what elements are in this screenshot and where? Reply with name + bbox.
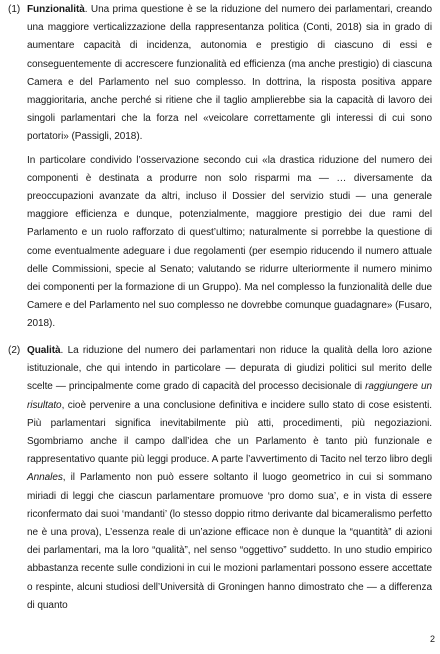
item-body (27, 342, 432, 615)
italic-phrase: raggiungere un risultato (27, 381, 432, 411)
item-number: (1) (8, 4, 21, 15)
text-run: In particolare condivido l’osservazione secondo cui «la drastica riduzione del numero dei componenti è destinata a produrre non solo risparmi ma — … diversamente da preoccupazioni avanzate da altri, incluso il Dossier del servizio studi — una generale maggiore efficienza e dunque, potenzialmente, maggiore prestigio dei due rami del Parlamento e un ruolo rafforzato di quest’ultimo; naturalmente si porrebbe la questione di come eventualmente adeguare i due regolamenti (per esempio riducendo il numero attuale delle Commissioni, specie al Senato; valutando se ridurre ulteriormente il numero minimo dei componenti per la formazione di un Gruppo). Ma nel complesso la funzionalità delle due Camere e del Parlamento nel suo complesso ne dovrebbe comunque guadagnare» (Fusaro, 2018). (27, 154, 432, 330)
text-run: , il Parlamento non può essere soltanto il luogo geometrico in cui si sommano miriadi di leggi che ciascun parlamentare promuove ‘pro domo sua’, e in vista di essere riconfermato dai suoi ‘mandanti’ (lo stesso doppio ritmo derivante dal bicameralismo perfetto ne è una prova), L’essenza reale di un’azione efficace non è dunque la “quantità” di azioni dei parlamentari, ma la loro “qualità”, nel senso “oggettivo” suddetto. In uno studio empirico abbastanza recente sulle condizioni in cui le mozioni parlamentari possono essere accettate o respinte, alcuni studiosi dell’Università di Groningen hanno dimostrato che — a differenza di quanto (27, 472, 432, 611)
item-heading: Funzionalità (27, 4, 85, 15)
item-heading: Qualità (27, 345, 61, 356)
paragraph (27, 1, 432, 147)
text-run: , cioè pervenire a una conclusione definitiva e incidere sullo stato di cose esistenti. Più parlamentari significa inevitabilmente più atti, procedimenti, più negoziazioni. Sgombriamo anche il campo dall’idea che un Parlamento è tanto più funzionale e rappresentativo quante più leggi produce. A parte l’avvertimento di Tacito nel terzo libro degli (27, 399, 432, 466)
text-run: . La riduzione del numero dei parlamentari non riduce la qualità della loro azione istituzionale, che qui intendo in particolare — depurata di giudizi politici sul merito delle scelte — principalmente come grado di capacità del processo decisionale di (27, 345, 432, 393)
page-number: 2 (429, 634, 435, 644)
item-body (27, 1, 432, 334)
item-number: (2) (8, 345, 21, 356)
text-run: . Una prima questione è se la riduzione del numero dei parlamentari, creando una maggiore verticalizzazione della rappresentanza politica (Conti, 2018) sia in grado di aumentare capacità di incidenza, autonomia e prestigio di ciascuno di essi e conseguentemente di accrescere funzionalità ed efficienza (ma anche prestigio) di ciascuna Camera e del Parlamento nel suo complesso. In dottrina, la risposta positiva appare maggioritaria, anche perché si ritiene che il taglio amplierebbe sia la capacità di lavoro dei singoli parlamentari che la forza nel «veicolare correttamente gli interessi di cui sono portatori» (Passigli, 2018). (27, 4, 432, 143)
italic-phrase: Annales (27, 472, 63, 484)
paragraph (27, 342, 432, 615)
paragraph (27, 152, 432, 334)
